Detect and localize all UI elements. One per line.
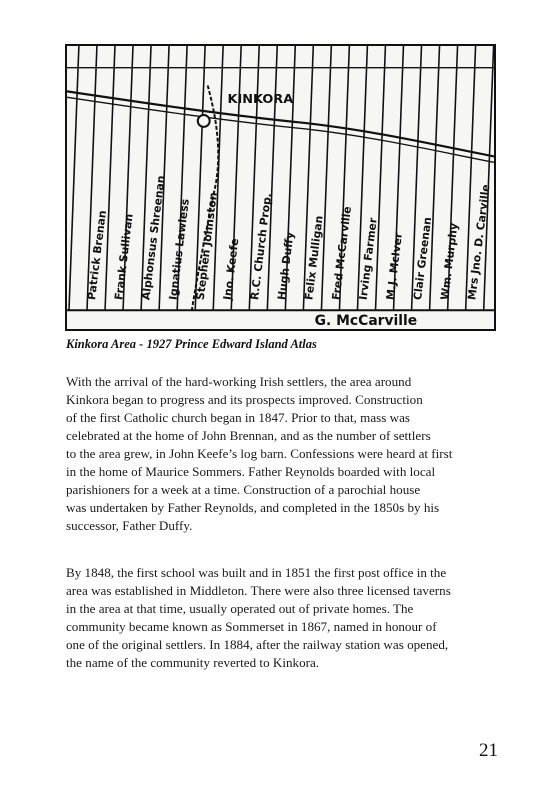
paragraph-line: in the home of Maurice Sommers. Father Reynolds boarded with local: [66, 464, 436, 479]
map-owner-name: M.J. McIver: [383, 231, 406, 301]
map-owner-name: Alphonsus Shreenan: [139, 174, 168, 301]
paragraph-line: in the area at that time, usually operated out of private homes. The: [66, 601, 414, 616]
paragraph-line: By 1848, the first school was built and in 1851 the first post office in the: [66, 565, 447, 580]
property-boundary-line: [430, 46, 440, 310]
property-boundary-line: [213, 46, 223, 310]
map-bottom-label: G. McCarville: [314, 313, 418, 329]
property-boundary-line: [321, 46, 331, 310]
map-owner-name: Wm. Murphy: [438, 222, 461, 301]
property-boundary-line: [376, 46, 386, 310]
map-owner-name: Clair Greenan: [410, 216, 435, 301]
paragraph-line: to the area grew, in John Keefe’s log barn. Confessions were heard at first: [66, 446, 453, 461]
paragraph-line: was undertaken by Father Reynolds, and completed in the 1850s by his: [66, 500, 440, 515]
map-owner-name: Frank Sullivan: [112, 213, 136, 301]
paragraph-line: celebrated at the home of John Brennan, and as the number of settlers: [66, 428, 431, 443]
map-owner-name: R.C. Church Prop.: [248, 192, 275, 301]
property-boundary-line: [69, 46, 79, 310]
page-number: 21: [479, 740, 498, 761]
property-boundary-line: [267, 46, 277, 310]
map-owner-name: Fred McCarville: [329, 205, 354, 301]
property-boundary-line: [105, 46, 115, 310]
paragraph-1: [66, 373, 476, 535]
map-owner-name: Ignatius Lawless: [166, 198, 192, 301]
map-place-label: KINKORA: [227, 92, 294, 108]
map-owner-name: Patrick Brenan: [85, 209, 110, 301]
property-boundary-line: [484, 46, 494, 310]
paragraph-line: community became known as Sommerset in 1867, named in honour of: [66, 619, 437, 634]
paragraph-line: Kinkora began to progress and its prospects improved. Construction: [66, 392, 423, 407]
figure-caption: Kinkora Area - 1927 Prince Edward Island Atlas: [66, 337, 317, 351]
village-marker-icon: [198, 115, 210, 127]
paragraph-line: one of the original settlers. In 1884, after the railway station was opened,: [66, 637, 449, 652]
paragraph-line: parishioners for a week at a time. Construction of a parochial house: [66, 482, 421, 497]
map-owner-name: Jno. Keefe: [220, 237, 242, 301]
paragraph-line: With the arrival of the hard-working Irish settlers, the area around: [66, 374, 412, 389]
atlas-map-figure: [65, 44, 496, 331]
paragraph-line: the name of the community reverted to Kinkora.: [66, 655, 320, 670]
map-owner-name: Irving Farmer: [356, 217, 380, 301]
map-owner-name: Hugh Duffy: [275, 231, 297, 301]
map-owner-name: Stephen Johnston: [193, 191, 220, 301]
paragraph-line: successor, Father Duffy.: [66, 518, 193, 533]
paragraph-line: of the first Catholic church began in 1847. Prior to that, mass was: [66, 410, 411, 425]
atlas-map-image: [67, 46, 494, 329]
map-owner-name: Mrs Jno. D. Carville: [465, 183, 493, 301]
paragraph-line: area was established in Middleton. There were also three licensed taverns: [66, 583, 451, 598]
map-owner-name: Felix Mulligan: [302, 214, 326, 301]
paragraph-2: [66, 564, 476, 672]
